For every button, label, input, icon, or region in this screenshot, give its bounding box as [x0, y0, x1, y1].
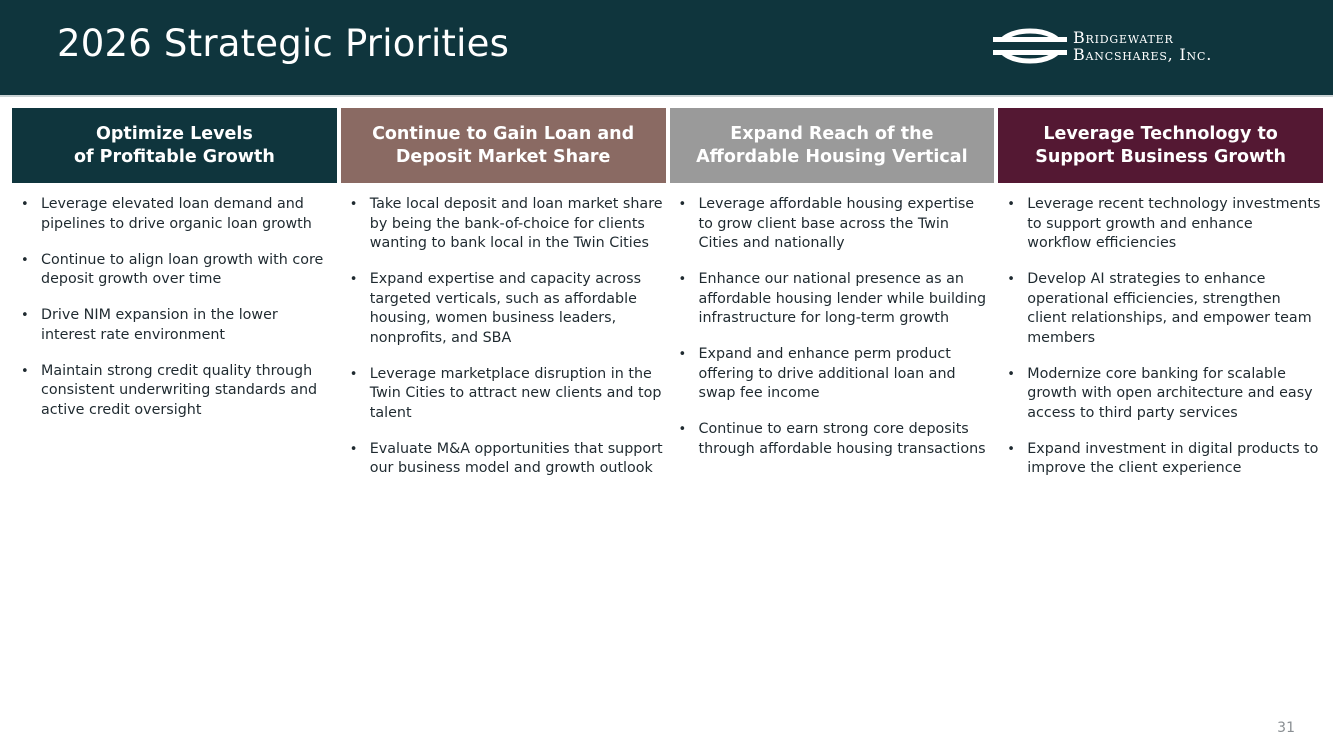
priority-column-affordable-housing: [670, 108, 995, 495]
bullet-item: • Enhance our national presence as an affordable housing lender while building infrastructure for long-term growth: [670, 270, 995, 329]
bullet-item: • Leverage affordable housing expertise to grow client base across the Twin Cities and nationally: [670, 195, 995, 254]
bullet-item: • Drive NIM expansion in the lower interest rate environment: [12, 306, 337, 345]
heading-line-2: of Profitable Growth: [73, 146, 275, 167]
bullet-item: • Evaluate M&A opportunities that support our business model and growth outlook: [341, 440, 666, 479]
company-logo: [993, 24, 1283, 68]
heading-line-1: Expand Reach of the: [730, 123, 934, 144]
page-title: 2026 Strategic Priorities: [57, 22, 510, 65]
logo-line-1: Bridgewater: [1073, 28, 1174, 47]
bullet-item: • Leverage marketplace disruption in the Twin Cities to attract new clients and top talent: [341, 365, 666, 424]
heading-line-2: Support Business Growth: [1035, 146, 1286, 167]
priority-column-profitable-growth: [12, 108, 337, 495]
logo-line-2: Bancshares, Inc.: [1073, 45, 1213, 64]
bullet-item: • Develop AI strategies to enhance operational efficiencies, strengthen client relationships, and empower team members: [998, 270, 1323, 348]
bullet-list: [12, 183, 337, 420]
bullet-item: • Expand expertise and capacity across targeted verticals, such as affordable housing, women business leaders, nonprofits, and SBA: [341, 270, 666, 348]
page-number: 31: [1277, 720, 1295, 736]
bullet-list: [998, 183, 1323, 479]
heading-line-2: Affordable Housing Vertical: [696, 146, 968, 167]
bullet-item: • Expand and enhance perm product offering to drive additional loan and swap fee income: [670, 345, 995, 404]
bullet-item: • Maintain strong credit quality through consistent underwriting standards and active credit oversight: [12, 362, 337, 421]
bullet-item: • Leverage elevated loan demand and pipelines to drive organic loan growth: [12, 195, 337, 234]
bridge-oval-logo-icon: [993, 26, 1067, 66]
column-heading: [998, 108, 1323, 183]
priority-column-market-share: [341, 108, 666, 495]
priorities-columns: [12, 108, 1323, 495]
bullet-item: • Expand investment in digital products to improve the client experience: [998, 440, 1323, 479]
bullet-list: [670, 183, 995, 459]
priority-column-technology: [998, 108, 1323, 495]
header-bar: [0, 0, 1333, 95]
heading-line-1: Leverage Technology to: [1043, 123, 1278, 144]
heading-line-1: Optimize Levels: [95, 123, 253, 144]
bullet-item: • Take local deposit and loan market share by being the bank-of-choice for clients wanting to bank local in the Twin Cities: [341, 195, 666, 254]
column-heading: [341, 108, 666, 183]
column-heading: [12, 108, 337, 183]
bullet-list: [341, 183, 666, 479]
bullet-item: • Continue to earn strong core deposits through affordable housing transactions: [670, 420, 995, 459]
bullet-item: • Leverage recent technology investments to support growth and enhance workflow efficiencies: [998, 195, 1323, 254]
column-heading: [670, 108, 995, 183]
header-divider: [0, 95, 1333, 97]
heading-line-1: Continue to Gain Loan and: [372, 123, 635, 144]
bullet-item: • Modernize core banking for scalable growth with open architecture and easy access to third party services: [998, 365, 1323, 424]
bullet-item: • Continue to align loan growth with core deposit growth over time: [12, 251, 337, 290]
heading-line-2: Deposit Market Share: [395, 146, 611, 167]
